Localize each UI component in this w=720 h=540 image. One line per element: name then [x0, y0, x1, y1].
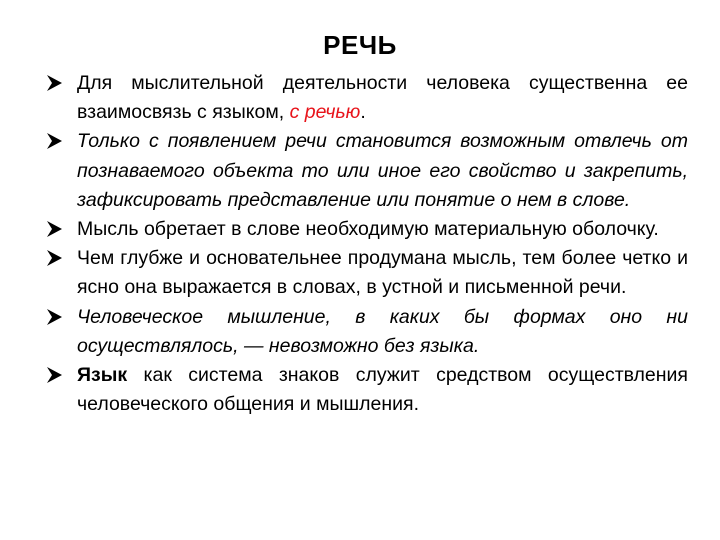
arrowhead-bullet-icon	[46, 127, 64, 156]
bullet-item-3	[46, 215, 688, 244]
slide-title: РЕЧЬ	[323, 30, 397, 60]
bullet-item-5	[46, 303, 688, 361]
arrowhead-bullet-icon	[46, 69, 64, 98]
bullet-item-4	[46, 244, 688, 302]
bullet-text: Мысль обретает в слове необходимую материальную оболочку.	[77, 218, 659, 241]
bullet-text: Только с появлением речи становится возможным отвлечь от познаваемого объекта то или иное его свойство и закрепить, зафиксировать представление или понятие о нем в слове.	[77, 130, 688, 211]
bullet-text: как система знаков служит средством осуществления человеческого общения и мышления.	[77, 364, 688, 416]
bullet-item-1	[46, 69, 688, 127]
arrowhead-bullet-icon	[46, 215, 64, 244]
arrowhead-bullet-icon	[46, 303, 64, 332]
arrowhead-bullet-icon	[46, 361, 64, 390]
bullet-item-6	[46, 361, 688, 419]
bullet-end-text: .	[360, 101, 366, 124]
arrowhead-bullet-icon	[46, 244, 64, 273]
bullet-text: Для мыслительной деятельности человека существенна ее взаимосвязь с языком,	[77, 72, 688, 124]
bullet-item-2	[46, 127, 688, 215]
bullet-text: Чем глубже и основательнее продумана мысль, тем более четко и ясно она выражается в словах, в устной и письменной речи.	[77, 247, 688, 299]
bullet-bold-text: Язык	[77, 364, 128, 387]
bullet-list	[46, 69, 688, 419]
bullet-text: Человеческое мышление, в каких бы формах оно ни осуществлялось, — невозможно без языка.	[77, 305, 688, 357]
bullet-accent-text: с речью	[289, 101, 361, 124]
